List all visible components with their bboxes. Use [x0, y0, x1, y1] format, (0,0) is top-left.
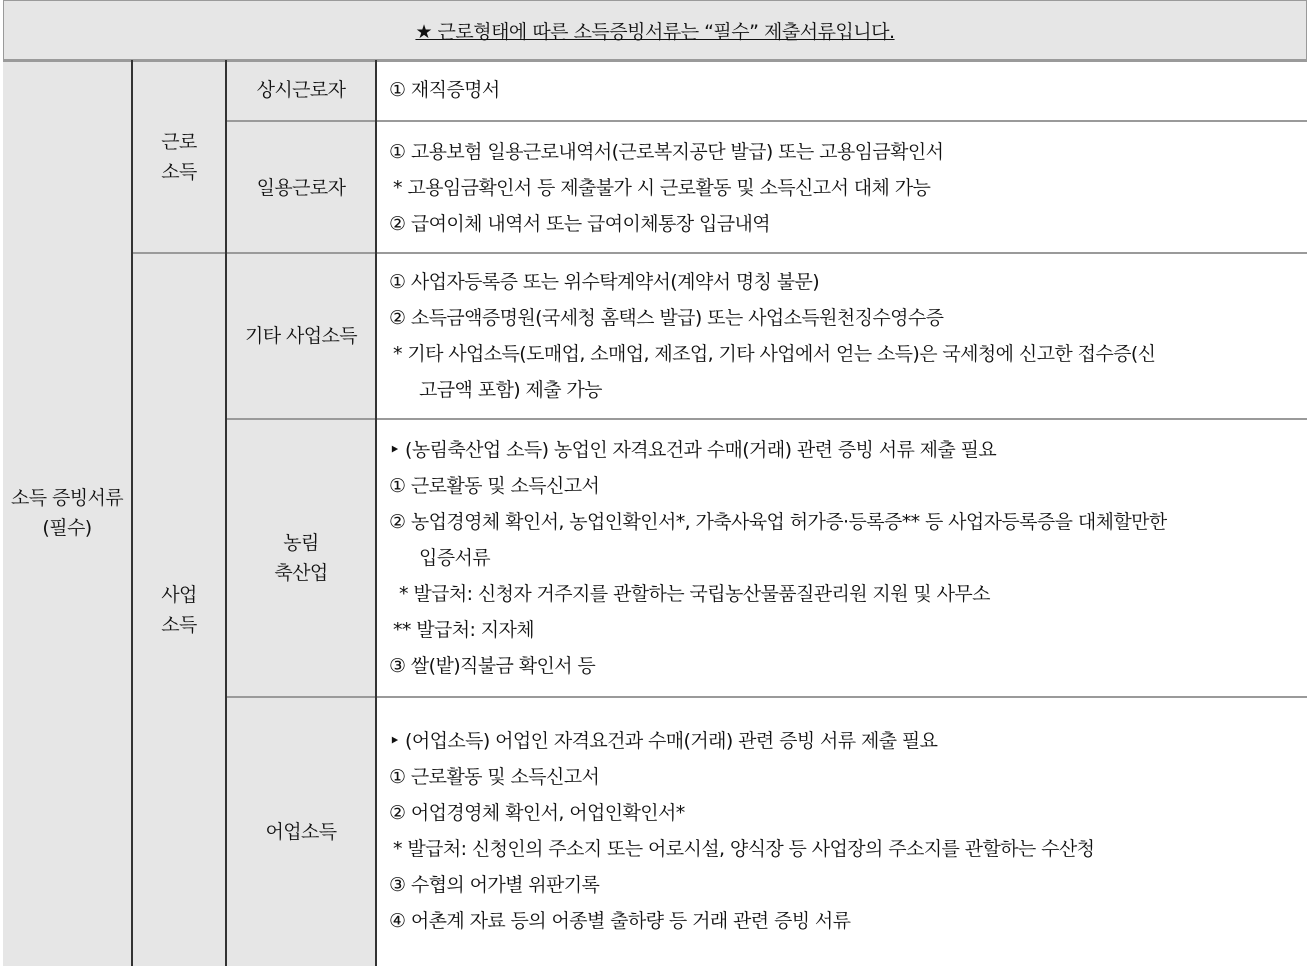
content-note-line: * 기타 사업소득(도매업, 소매업, 제조업, 기타 사업에서 얻는 소득)은 국세청에 신고한 접수증(신	[393, 343, 1156, 365]
divider	[133, 252, 1307, 254]
content-line: ‣ (농림축산업 소득) 농업인 자격요건과 수매(거래) 관련 증빙 서류 제출 필요	[389, 439, 997, 461]
row-label-regular: 상시근로자	[227, 60, 375, 120]
content-line: ‣ (어업소득) 어업인 자격요건과 수매(거래) 관련 증빙 서류 제출 필요	[389, 730, 938, 752]
category-label: 소득 증빙서류 (필수)	[11, 487, 123, 539]
content-line: ② 농업경영체 확인서, 농업인확인서*, 가축사육업 허가증·등록증** 등 사업자등록증을 대체할만한	[389, 511, 1167, 533]
group-labor-cell	[133, 60, 225, 253]
row-label-other-business: 기타 사업소득	[227, 254, 375, 418]
content-line: ① 사업자등록증 또는 위수탁계약서(계약서 명칭 불문)	[389, 271, 820, 293]
content-line: ③ 수협의 어가별 위판기록	[389, 874, 600, 896]
category-cell	[3, 60, 131, 966]
content-line: ① 고용보험 일용근로내역서(근로복지공단 발급) 또는 고용임금확인서	[389, 140, 944, 163]
divider	[131, 60, 133, 966]
content-note-line: * 고용임금확인서 등 제출불가 시 근로활동 및 소득신고서 대체 가능	[393, 176, 931, 199]
divider	[227, 418, 1307, 420]
divider	[227, 120, 1307, 122]
row-content-fishery	[377, 698, 1307, 966]
content-line: ④ 어촌계 자료 등의 어종별 출하량 등 거래 관련 증빙 서류	[389, 910, 851, 932]
content-line: ② 어업경영체 확인서, 어업인확인서*	[389, 802, 685, 824]
group-business-label: 사업 소득	[161, 584, 197, 636]
content-line: ② 소득금액증명원(국세청 홈택스 발급) 또는 사업소득원천징수영수증	[389, 307, 944, 329]
row-label-daily: 일용근로자	[227, 122, 375, 253]
content-note-line: * 발급처: 신청인의 주소지 또는 어로시설, 양식장 등 사업장의 주소지를 관할하는 수산청	[393, 838, 1095, 860]
divider	[225, 60, 227, 966]
row-label-fishery: 어업소득	[227, 698, 375, 966]
row-content-regular	[377, 60, 1307, 120]
row-content-agri	[377, 420, 1307, 696]
content-line: ① 근로활동 및 소득신고서	[389, 475, 600, 497]
content-note-line: * 발급처: 신청자 거주지를 관할하는 국립농산물품질관리원 지원 및 사무소	[399, 583, 990, 605]
divider	[227, 696, 1307, 698]
divider	[3, 60, 1307, 62]
content-note-line: ** 발급처: 지자체	[393, 619, 535, 641]
divider	[375, 60, 377, 966]
content-line: ② 급여이체 내역서 또는 급여이체통장 입금내역	[389, 212, 770, 235]
group-labor-label: 근로 소득	[161, 130, 197, 183]
content-line: ① 근로활동 및 소득신고서	[389, 766, 600, 788]
content-continuation: 입증서류	[419, 547, 491, 569]
content-line: ① 재직증명서	[389, 79, 500, 101]
row-content-other-business	[377, 254, 1307, 418]
content-note-continuation: 고금액 포함) 제출 가능	[419, 379, 602, 401]
row-label-agri: 농림 축산업	[227, 420, 375, 696]
required-notice: ★ 근로형태에 따른 소득증빙서류는 “필수” 제출서류입니다.	[3, 0, 1307, 60]
content-line: ③ 쌀(밭)직불금 확인서 등	[389, 655, 596, 677]
group-business-cell	[133, 254, 225, 966]
row-content-daily	[377, 122, 1307, 253]
